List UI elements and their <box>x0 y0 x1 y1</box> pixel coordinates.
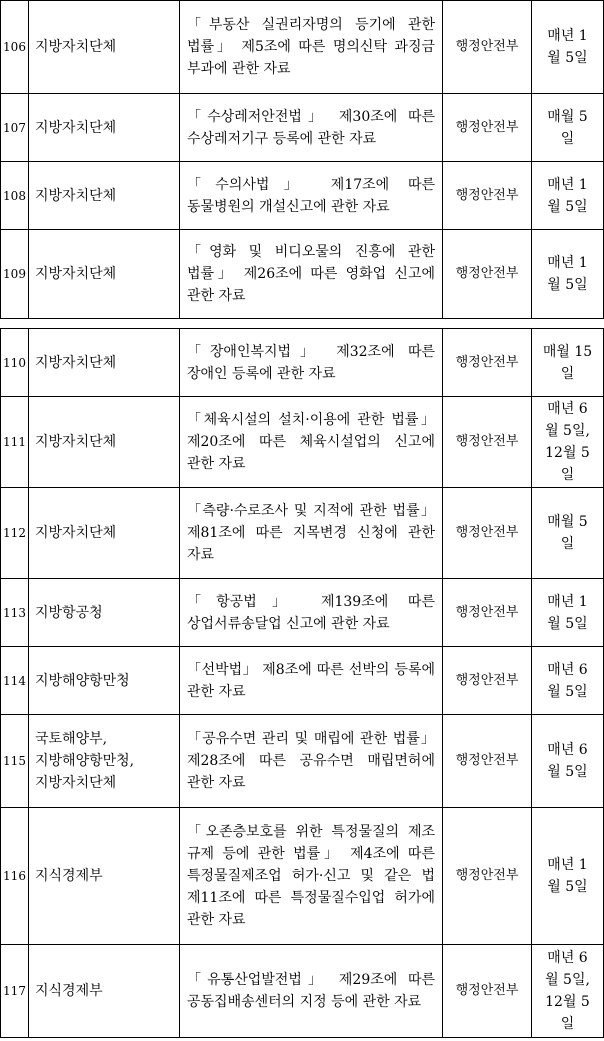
agency-line: 국토해양부, <box>35 731 108 747</box>
row-number: 115 <box>1 715 29 808</box>
agency-cell <box>29 329 180 397</box>
law-cell: 「체육시설의 설치·이용에 관한 법률」 제20조에 따른 체육시설업의 신고에 관한 자료 <box>180 397 443 488</box>
table-row <box>1 647 604 715</box>
row-number: 117 <box>1 945 29 1038</box>
table-row <box>1 579 604 647</box>
period-line: 매년 6 <box>547 742 588 758</box>
period-cell <box>532 1 604 94</box>
agency-line: 지방자치단체 <box>35 354 117 371</box>
law-cell: 「항공법」 제139조에 따른 상업서류송달업 신고에 관한 자료 <box>180 579 443 647</box>
agency-line: 지방자치단체 <box>35 266 117 282</box>
ministry-cell: 행정안전부 <box>443 647 532 715</box>
period-line: 매년 6 <box>547 661 588 678</box>
law-cell: 「수의사법」 제17조에 따른 동물병원의 개설신고에 관한 자료 <box>180 162 443 230</box>
row-number: 112 <box>1 488 29 579</box>
table-row <box>1 162 604 230</box>
period-cell <box>532 397 604 488</box>
agency-cell <box>29 715 180 808</box>
period-line: 12월 5일 <box>545 994 590 1032</box>
law-cell: 「영화 및 비디오물의 진흥에 관한 법률」 제26조에 따른 영화업 신고에 관한 자료 <box>180 230 443 319</box>
law-cell: 「측량·수로조사 및 지적에 관한 법률」 제81조에 따른 지목변경 신청에 관한 자료 <box>180 488 443 579</box>
period-line: 월 5일 <box>547 277 588 293</box>
period-line: 매년 1 <box>547 255 588 271</box>
agency-line: 지방자치단체 <box>35 119 117 136</box>
ministry-cell: 행정안전부 <box>443 230 532 319</box>
ministry-cell: 행정안전부 <box>443 329 532 397</box>
period-line: 월 5일, <box>545 423 590 439</box>
ministry-cell: 행정안전부 <box>443 162 532 230</box>
period-line: 매년 6 <box>547 401 588 417</box>
period-line: 월 5일, <box>545 972 590 988</box>
period-line: 일 <box>560 130 575 147</box>
ministry-cell: 행정안전부 <box>443 1 532 94</box>
agency-line: 지방자치단체 <box>35 39 117 55</box>
ministry-cell: 행정안전부 <box>443 397 532 488</box>
period-line: 월 5일 <box>547 198 588 215</box>
row-number: 109 <box>1 230 29 319</box>
row-number: 114 <box>1 647 29 715</box>
agency-cell <box>29 1 180 94</box>
agency-line: 지방자치단체 <box>35 775 117 791</box>
agency-cell <box>29 397 180 488</box>
table-row <box>1 945 604 1038</box>
period-line: 매월 5 <box>547 108 588 125</box>
period-cell <box>532 945 604 1038</box>
period-cell <box>532 647 604 715</box>
period-line: 월 5일 <box>547 879 588 895</box>
period-line: 12월 5일 <box>545 445 590 483</box>
table-row <box>1 230 604 319</box>
table-row <box>1 808 604 945</box>
ministry-cell: 행정안전부 <box>443 94 532 162</box>
law-cell: 「오존층보호를 위한 특정물질의 제조 규제 등에 관한 법률」 제4조에 따른 특정물질제조업 허가·신고 및 같은 법 제11조에 따른 특정물질수입업 허가에 관한 자료 <box>180 808 443 945</box>
period-line: 일 <box>560 365 575 382</box>
row-number: 110 <box>1 329 29 397</box>
table-row <box>1 715 604 808</box>
row-number: 107 <box>1 94 29 162</box>
period-cell <box>532 162 604 230</box>
period-cell <box>532 808 604 945</box>
agency-cell <box>29 488 180 579</box>
law-cell: 「유통산업발전법」 제29조에 따른 공동집배송센터의 지정 등에 관한 자료 <box>180 945 443 1038</box>
ministry-cell: 행정안전부 <box>443 808 532 945</box>
row-number: 108 <box>1 162 29 230</box>
agency-cell <box>29 162 180 230</box>
table-row <box>1 329 604 397</box>
period-cell <box>532 715 604 808</box>
period-line: 월 5일 <box>547 615 588 632</box>
law-cell: 「수상레저안전법」 제30조에 따른 수상레저기구 등록에 관한 자료 <box>180 94 443 162</box>
law-cell: 「장애인복지법」 제32조에 따른 장애인 등록에 관한 자료 <box>180 329 443 397</box>
agency-cell <box>29 808 180 945</box>
period-line: 매월 5 <box>547 514 588 530</box>
period-line: 매년 1 <box>547 176 588 193</box>
period-cell <box>532 230 604 319</box>
period-line: 월 5일 <box>547 683 588 700</box>
ministry-cell: 행정안전부 <box>443 945 532 1038</box>
row-number: 106 <box>1 1 29 94</box>
period-line: 매년 1 <box>547 857 588 873</box>
period-line: 일 <box>560 536 575 552</box>
agency-cell <box>29 945 180 1038</box>
period-cell <box>532 579 604 647</box>
period-cell <box>532 94 604 162</box>
period-line: 매년 6 <box>547 950 588 966</box>
table-row <box>1 1 604 94</box>
agency-line: 지방항공청 <box>35 604 103 621</box>
agency-cell <box>29 230 180 319</box>
period-line: 매월 15 <box>542 343 593 360</box>
ministry-cell: 행정안전부 <box>443 715 532 808</box>
agency-cell <box>29 94 180 162</box>
row-number: 116 <box>1 808 29 945</box>
agency-line: 지식경제부 <box>35 868 103 884</box>
period-cell <box>532 488 604 579</box>
table-row <box>1 488 604 579</box>
data-table-bottom <box>0 328 604 1038</box>
ministry-cell: 행정안전부 <box>443 579 532 647</box>
row-number: 113 <box>1 579 29 647</box>
table-row <box>1 94 604 162</box>
agency-line: 지방자치단체 <box>35 525 117 541</box>
law-cell: 「공유수면 관리 및 매립에 관한 법률」 제28조에 따른 공유수면 매립면허에 관한 자료 <box>180 715 443 808</box>
agency-line: 지방해양항만청, <box>35 753 135 769</box>
ministry-cell: 행정안전부 <box>443 488 532 579</box>
agency-line: 지방해양항만청 <box>35 672 130 689</box>
agency-line: 지방자치단체 <box>35 187 117 204</box>
law-cell: 「부동산 실권리자명의 등기에 관한 법률」 제5조에 따른 명의신탁 과징금 부과에 관한 자료 <box>180 1 443 94</box>
row-number: 111 <box>1 397 29 488</box>
period-cell <box>532 329 604 397</box>
data-table-top <box>0 0 604 319</box>
table-row <box>1 397 604 488</box>
agency-line: 지방자치단체 <box>35 434 117 450</box>
agency-cell <box>29 579 180 647</box>
agency-line: 지식경제부 <box>35 983 103 999</box>
period-line: 월 5일 <box>547 50 588 66</box>
period-line: 월 5일 <box>547 764 588 780</box>
law-cell: 「선박법」 제8조에 따른 선박의 등록에 관한 자료 <box>180 647 443 715</box>
period-line: 매년 1 <box>547 28 588 44</box>
period-line: 매년 1 <box>547 593 588 610</box>
agency-cell <box>29 647 180 715</box>
